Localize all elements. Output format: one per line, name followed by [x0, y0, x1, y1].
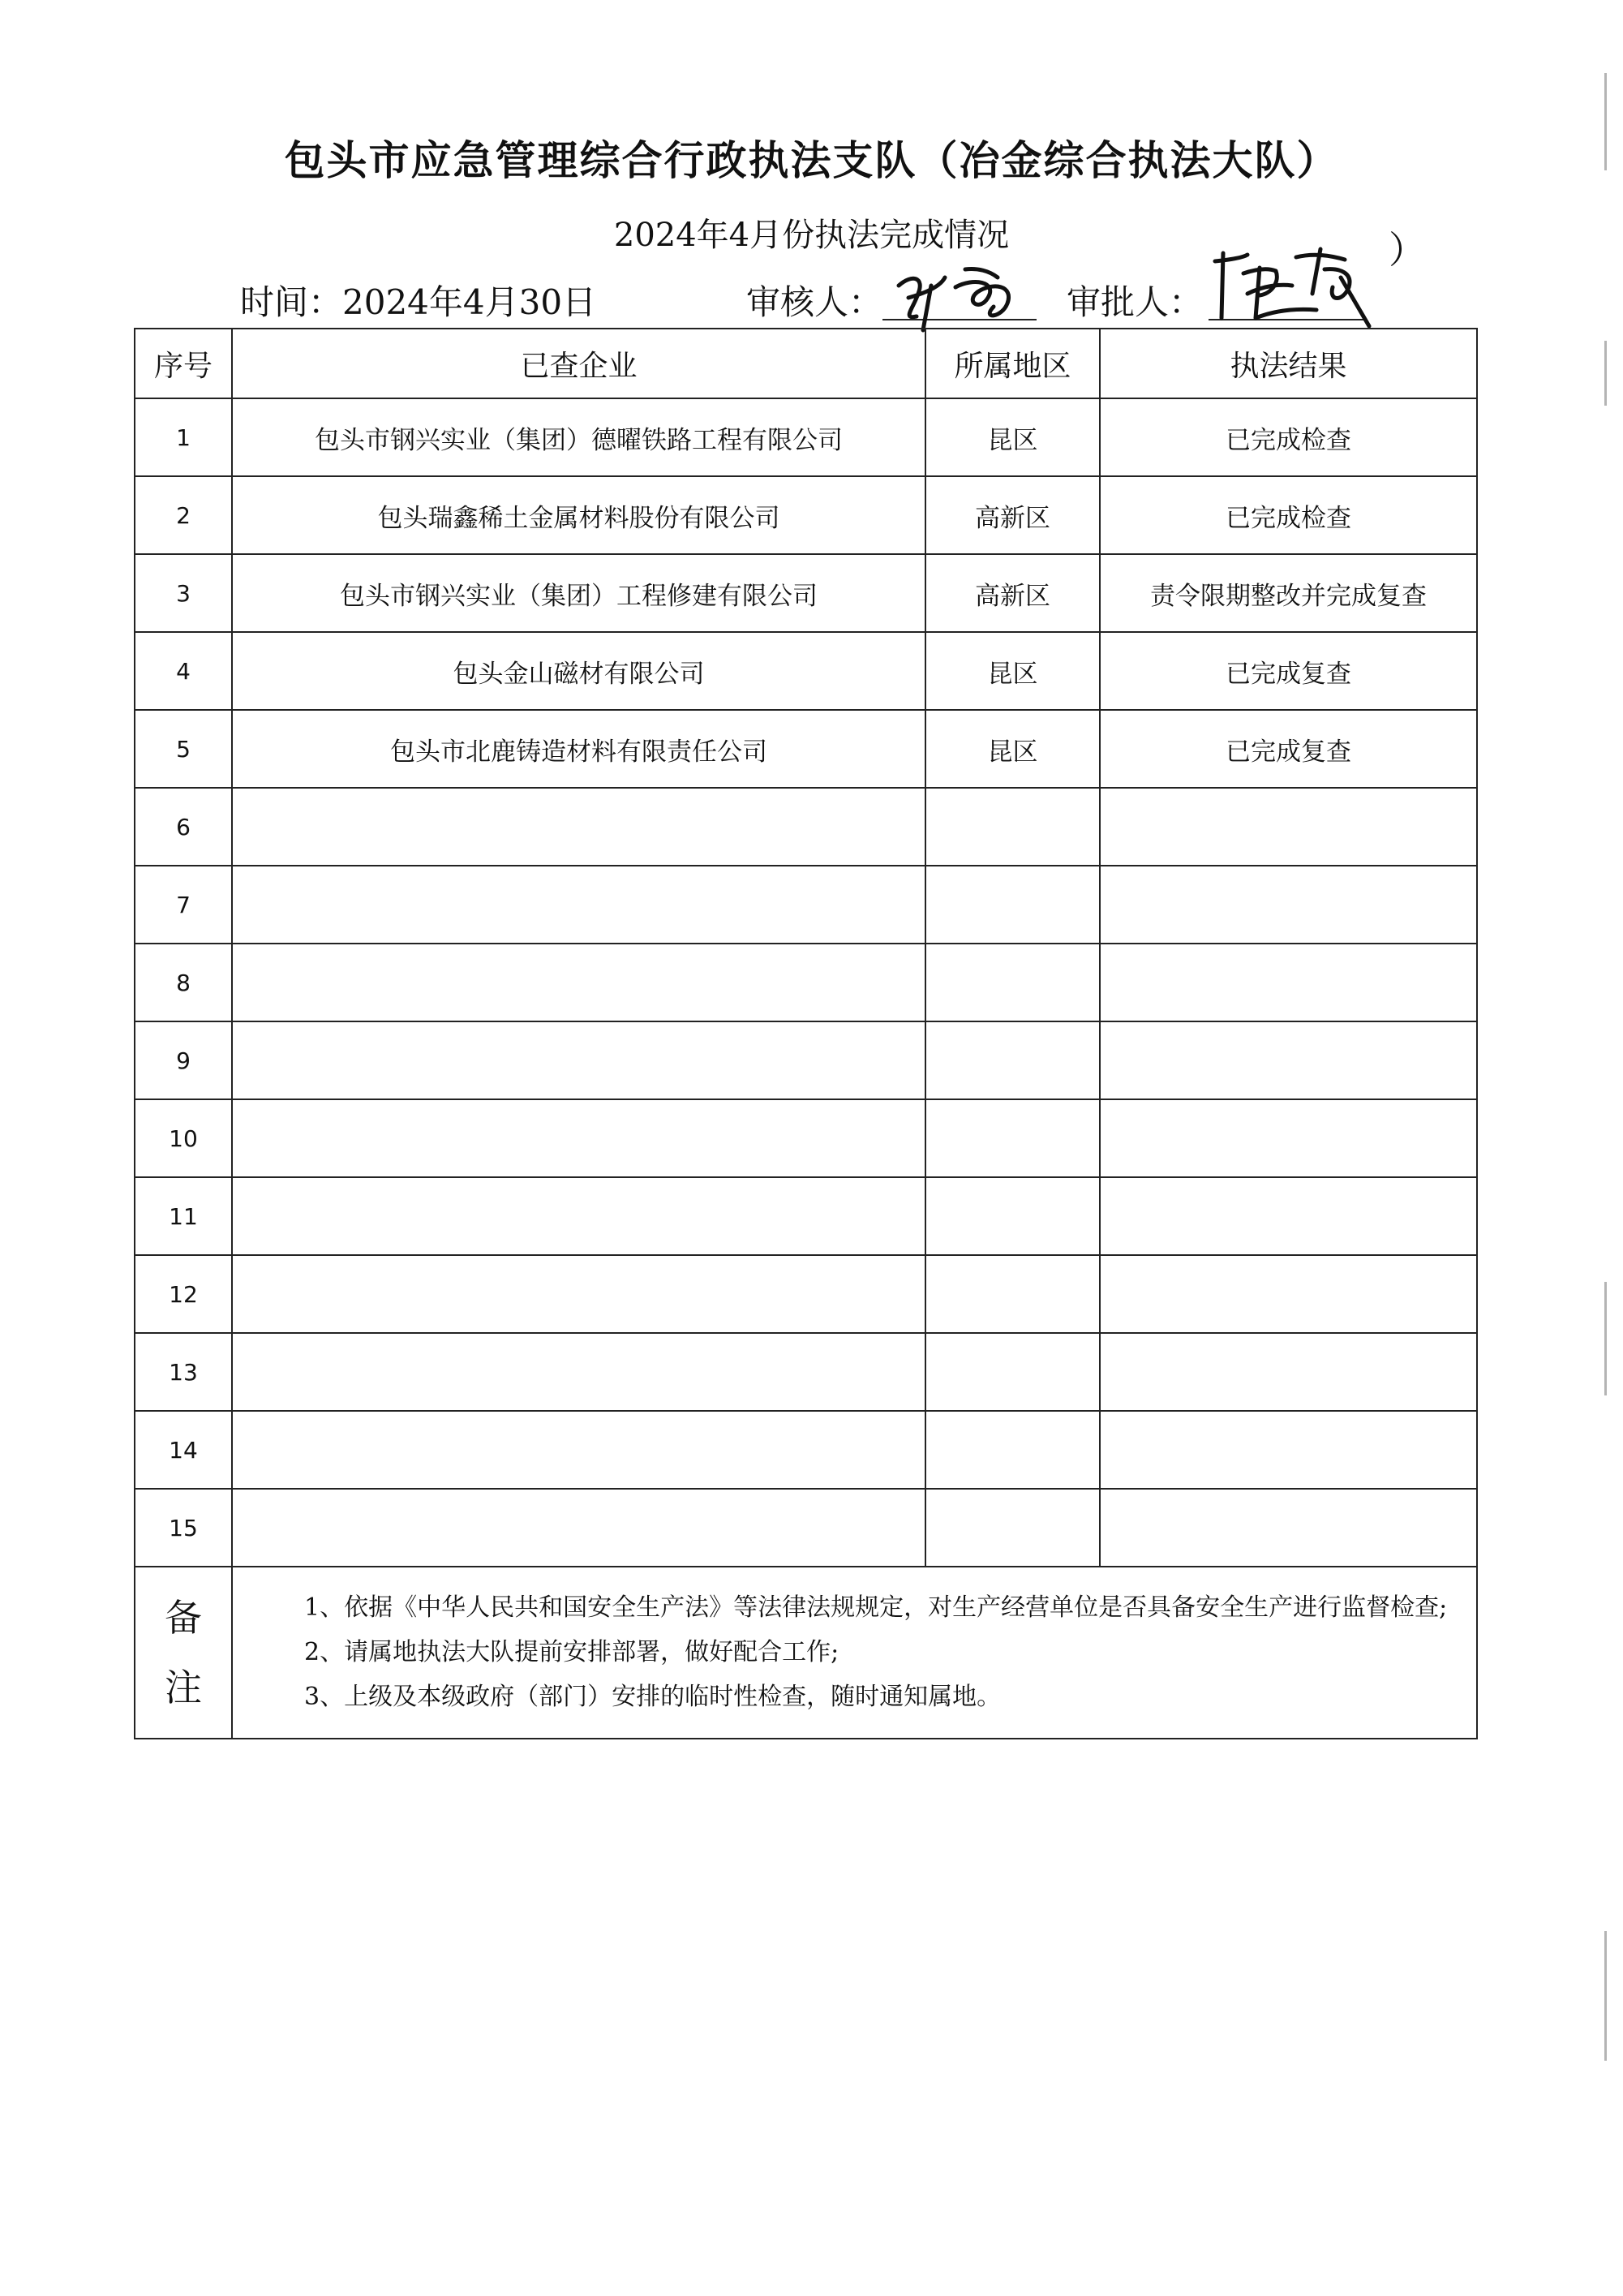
- scan-edge-mark: [1604, 341, 1607, 406]
- row-no: 15: [135, 1489, 232, 1567]
- row-company: [232, 1255, 925, 1333]
- row-company: [232, 1489, 925, 1567]
- row-company: [232, 1333, 925, 1411]
- approver-label: 审批人：: [1067, 282, 1204, 322]
- row-result: 已完成检查: [1100, 398, 1477, 476]
- header-region: 所属地区: [925, 329, 1100, 398]
- enforcement-table: [134, 328, 1478, 1739]
- note-line-2: 2、请属地执法大队提前安排部署，做好配合工作;: [304, 1638, 839, 1666]
- row-region: [925, 1177, 1100, 1255]
- row-no: 8: [135, 944, 232, 1021]
- table-row: [135, 1255, 1477, 1333]
- row-company: [232, 866, 925, 944]
- reviewer-signature: [884, 253, 1046, 334]
- row-region: [925, 1333, 1100, 1411]
- table-row: [135, 632, 1477, 710]
- note-line-3: 3、上级及本级政府（部门）安排的临时性检查，随时通知属地。: [304, 1683, 1002, 1711]
- row-region: 高新区: [925, 476, 1100, 554]
- approver-signature: [1199, 237, 1393, 334]
- row-region: [925, 866, 1100, 944]
- row-company: [232, 1099, 925, 1177]
- notes-label-bottom: 注: [165, 1666, 202, 1709]
- row-no: 14: [135, 1411, 232, 1489]
- row-company: 包头市钢兴实业（集团）德曜铁路工程有限公司: [232, 398, 925, 476]
- row-no: 13: [135, 1333, 232, 1411]
- row-region: 昆区: [925, 632, 1100, 710]
- table-row: [135, 1411, 1477, 1489]
- row-result: 责令限期整改并完成复查: [1100, 554, 1477, 632]
- table-row: [135, 554, 1477, 632]
- row-result: [1100, 944, 1477, 1021]
- table-row: [135, 944, 1477, 1021]
- row-result: [1100, 1021, 1477, 1099]
- row-no: 6: [135, 788, 232, 866]
- table-row: [135, 1489, 1477, 1567]
- note-line-1: 1、依据《中华人民共和国安全生产法》等法律法规规定，对生产经营单位是否具备安全生产进行监督检查;: [304, 1593, 1448, 1622]
- row-company: [232, 1021, 925, 1099]
- table-row: [135, 1333, 1477, 1411]
- row-company: 包头市北鹿铸造材料有限责任公司: [232, 710, 925, 788]
- date-value: 2024年4月30日: [342, 282, 597, 322]
- document-subtitle: 2024年4月份执法完成情况: [613, 217, 1010, 254]
- row-no: 3: [135, 554, 232, 632]
- table-row: [135, 476, 1477, 554]
- row-no: 7: [135, 866, 232, 944]
- row-result: 已完成检查: [1100, 476, 1477, 554]
- date-line: [240, 276, 596, 325]
- table-row: [135, 1099, 1477, 1177]
- row-no: 9: [135, 1021, 232, 1099]
- scan-edge-mark: [1604, 1931, 1607, 2061]
- row-region: [925, 1099, 1100, 1177]
- row-region: [925, 1489, 1100, 1567]
- row-company: 包头金山磁材有限公司: [232, 632, 925, 710]
- row-no: 10: [135, 1099, 232, 1177]
- notes-text: [233, 1567, 1476, 1719]
- table-row: [135, 710, 1477, 788]
- row-result: [1100, 1099, 1477, 1177]
- row-result: [1100, 1255, 1477, 1333]
- table-header-row: [135, 329, 1477, 398]
- row-no: 2: [135, 476, 232, 554]
- row-no: 4: [135, 632, 232, 710]
- reviewer-label: 审核人：: [746, 282, 883, 322]
- row-region: [925, 788, 1100, 866]
- date-label: 时间：: [240, 282, 343, 322]
- row-company: 包头瑞鑫稀土金属材料股份有限公司: [232, 476, 925, 554]
- table-row: [135, 788, 1477, 866]
- row-result: [1100, 1411, 1477, 1489]
- closing-bracket: ）: [1389, 228, 1426, 272]
- header-no: 序号: [135, 329, 232, 398]
- row-result: [1100, 1333, 1477, 1411]
- row-company: [232, 944, 925, 1021]
- row-result: 已完成复查: [1100, 632, 1477, 710]
- row-region: [925, 1411, 1100, 1489]
- row-result: [1100, 1177, 1477, 1255]
- row-region: [925, 1255, 1100, 1333]
- table-row: [135, 866, 1477, 944]
- row-no: 11: [135, 1177, 232, 1255]
- row-region: 高新区: [925, 554, 1100, 632]
- row-company: [232, 1177, 925, 1255]
- row-region: 昆区: [925, 710, 1100, 788]
- row-region: [925, 1021, 1100, 1099]
- table-row: [135, 1021, 1477, 1099]
- row-company: 包头市钢兴实业（集团）工程修建有限公司: [232, 554, 925, 632]
- row-region: 昆区: [925, 398, 1100, 476]
- row-result: [1100, 788, 1477, 866]
- notes-label-cell: [135, 1567, 232, 1739]
- row-company: [232, 1411, 925, 1489]
- row-result: [1100, 866, 1477, 944]
- notes-row: [135, 1567, 1477, 1739]
- row-region: [925, 944, 1100, 1021]
- header-company: 已查企业: [232, 329, 925, 398]
- row-no: 5: [135, 710, 232, 788]
- notes-content-cell: [232, 1567, 1477, 1739]
- row-company: [232, 788, 925, 866]
- scan-edge-mark: [1604, 1282, 1607, 1395]
- row-result: [1100, 1489, 1477, 1567]
- row-no: 1: [135, 398, 232, 476]
- document-title: 包头市应急管理综合行政执法支队（冶金综合执法大队）: [284, 137, 1339, 184]
- row-result: 已完成复查: [1100, 710, 1477, 788]
- scan-edge-mark: [1604, 73, 1607, 170]
- header-result: 执法结果: [1100, 329, 1477, 398]
- table-row: [135, 1177, 1477, 1255]
- table-row: [135, 398, 1477, 476]
- row-no: 12: [135, 1255, 232, 1333]
- notes-label-top: 备: [165, 1596, 202, 1640]
